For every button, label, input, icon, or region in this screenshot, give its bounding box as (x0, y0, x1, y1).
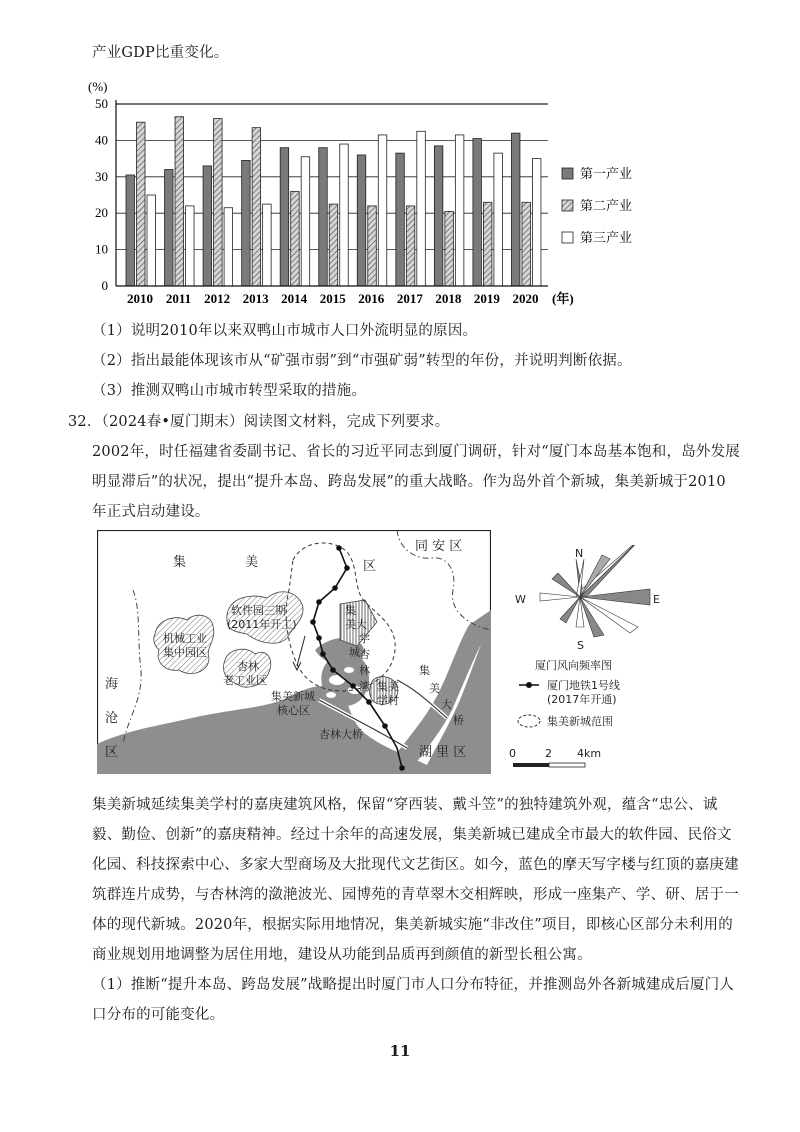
q32-sub1-line2: 口分布的可能变化。 (92, 1007, 225, 1023)
x-tick-label: 2011 (165, 291, 192, 306)
bar-2015-1 (319, 148, 328, 286)
label-wan-2: 林 (359, 664, 370, 677)
label-ji: 集 (173, 555, 187, 570)
bar-2020-3 (532, 159, 541, 286)
label-xuecun-2: 学村 (377, 694, 399, 707)
label-uni-2: 美大 (345, 618, 367, 631)
bar-2020-2 (522, 202, 531, 286)
bar-2013-3 (263, 204, 272, 286)
label-qu: 区 (363, 559, 377, 574)
scale-2: 2 (545, 747, 552, 760)
q32-para2-line3: 化园、科技探索中心、多家大型商场及大批现代文艺街区。如今，蓝色的摩天写字楼与红顶的嘉庚建 (92, 857, 739, 873)
y-tick-label: 50 (95, 96, 108, 111)
bar-2018-2 (445, 211, 454, 286)
q32-para2-line4: 筑群连片成势，与杏林湾的潋滟波光、园博苑的青草翠木交相辉映，形成一座集产、学、研、居于一 (92, 887, 739, 903)
x-tick-label: 2015 (319, 291, 346, 306)
label-software-year: (2011年开工) (227, 618, 297, 631)
label-bridge-jm-1: 集 (419, 664, 430, 677)
bar-2014-1 (280, 148, 289, 286)
range-label: 集美新城范围 (547, 715, 613, 728)
label-jixie-2: 集中园区 (163, 646, 207, 659)
label-tongan: 同 安 区 (415, 539, 463, 554)
label-haicang-3: 区 (105, 745, 119, 760)
x-tick-label: 2013 (242, 291, 269, 306)
question-31-3: （3）推测双鸭山市城市转型采取的措施。 (92, 383, 367, 399)
bar-2010-3 (147, 195, 156, 286)
legend-swatch-2 (562, 200, 573, 211)
bar-2012-3 (224, 208, 233, 286)
bar-2016-1 (357, 155, 366, 286)
bar-2014-3 (301, 157, 310, 286)
wind-title: 厦门风向频率图 (535, 659, 612, 672)
gdp-bar-chart (70, 76, 710, 316)
wind-rose (540, 545, 650, 637)
bar-2019-3 (494, 153, 503, 286)
q32-para2-line5: 体的现代新城。2020年，根据实际用地情况，集美新城实施“非改住”项目，即核心区部分未利用的 (92, 917, 733, 933)
label-xuecun-1: 集美 (377, 680, 399, 693)
bar-2012-1 (203, 166, 212, 286)
label-wan-3: 湾 (359, 680, 370, 693)
bar-2014-2 (291, 191, 300, 286)
q32-para2-line2: 毅、勤俭、创新”的嘉庚精神。经过十余年的高速发展，集美新城已建成全市最大的软件园、民俗文 (92, 827, 732, 843)
y-tick-label: 20 (95, 205, 108, 221)
q32-sub1-line1: （1）推断“提升本岛、跨岛发展”战略提出时厦门市人口分布特征，并推测岛外各新城建成后厦门人 (92, 977, 735, 993)
label-bridge-jm-3: 大 (441, 698, 452, 711)
bar-2017-3 (417, 131, 426, 286)
x-axis-suffix: (年) (552, 291, 574, 306)
label-wan-1: 杏 (359, 648, 370, 661)
bar-2019-2 (483, 202, 492, 286)
x-tick-label: 2020 (512, 291, 539, 306)
label-mei: 美 (245, 555, 259, 570)
intro-line: 产业GDP比重变化。 (92, 45, 229, 61)
page-number: 11 (389, 1042, 411, 1060)
x-tick-label: 2010 (127, 291, 153, 306)
metro-label: 厦门地铁1号线 (547, 679, 620, 692)
label-uni-3: 学 (359, 632, 370, 645)
bar-2011-3 (186, 206, 195, 286)
bar-2016-2 (368, 206, 377, 286)
question-31-1: （1）说明2010年以来双鸭山市城市人口外流明显的原因。 (92, 323, 478, 339)
bar-2017-2 (406, 206, 415, 286)
q32-para1-line1: 2002年，时任福建省委副书记、省长的习近平同志到厦门调研，针对“厦门本岛基本饱和，岛外发展 (92, 444, 741, 460)
legend-label-1: 第一产业 (580, 166, 633, 181)
bar-2019-1 (473, 139, 482, 286)
question-31-2: （2）指出最能体现该市从“矿强市弱”到“市强矿弱”转型的年份，并说明判断依据。 (92, 353, 632, 369)
x-tick-label: 2016 (358, 291, 385, 306)
label-xinglin-ind-2: 老工业区 (223, 674, 267, 687)
y-tick-label: 0 (101, 278, 108, 293)
bar-2016-3 (378, 135, 387, 286)
bar-2015-3 (340, 144, 349, 286)
compass-e: E (653, 593, 660, 606)
x-tick-label: 2012 (204, 291, 231, 306)
bar-2011-1 (165, 170, 174, 286)
label-bridge-xl: 杏林大桥 (319, 728, 363, 741)
wind-rose-and-legend (505, 545, 685, 775)
label-haicang-1: 海 (105, 677, 119, 692)
label-core-1: 集美新城 (271, 690, 315, 703)
label-jixie-1: 机械工业 (163, 632, 207, 645)
bar-2010-2 (137, 122, 146, 286)
bar-2013-1 (242, 160, 251, 286)
y-tick-label: 30 (95, 168, 108, 184)
q32-para2-line6: 商业规划用地调整为居住用地，建设从功能到品质再到颜值的新型长租公寓。 (92, 947, 592, 963)
bar-2012-2 (214, 119, 223, 286)
compass-w: W (515, 593, 526, 606)
label-uni-1: 集 (345, 604, 356, 617)
bar-2018-3 (455, 135, 464, 286)
label-xinglin-ind-1: 杏林 (237, 660, 259, 673)
bar-2017-1 (396, 153, 405, 286)
x-tick-label: 2018 (435, 291, 462, 306)
legend-label-2: 第二产业 (580, 198, 633, 213)
metro-year: (2017年开通) (547, 693, 617, 706)
label-uni-4: 城 (349, 646, 360, 659)
legend-label-3: 第三产业 (580, 230, 633, 245)
jimei-map (97, 530, 491, 774)
x-tick-label: 2017 (396, 291, 423, 306)
question-32-header: 32．（2024春•厦门期末）阅读图文材料，完成下列要求。 (68, 414, 450, 430)
scale-0: 0 (509, 747, 516, 760)
x-tick-label: 2014 (281, 291, 308, 306)
x-tick-label: 2019 (473, 291, 500, 306)
chart-ylabel: (%) (88, 79, 108, 94)
y-tick-label: 10 (95, 241, 108, 257)
y-tick-label: 40 (95, 132, 108, 148)
bar-2010-1 (126, 175, 135, 286)
legend-swatch-1 (562, 168, 573, 179)
compass-n: N (575, 547, 584, 560)
scale-4: 4km (577, 747, 602, 760)
label-haicang-2: 沧 (105, 711, 119, 726)
bar-2013-2 (252, 128, 260, 286)
bar-2020-1 (511, 133, 520, 286)
q32-para2-line1: 集美新城延续集美学村的嘉庚建筑风格，保留“穿西装、戴斗笠”的独特建筑外观，蕴含“忠公、诚 (92, 797, 718, 813)
bar-2011-2 (175, 117, 184, 286)
label-bridge-jm-4: 桥 (453, 714, 464, 727)
q32-para1-line3: 年正式启动建设。 (92, 504, 210, 520)
label-bridge-jm-2: 美 (429, 682, 440, 695)
label-huli: 湖 里 区 (419, 745, 467, 760)
q32-para1-line2: 明显滞后”的状况，提出“提升本岛、跨岛发展”的重大战略。作为岛外首个新城，集美新城于2010 (92, 474, 726, 490)
legend-swatch-3 (562, 232, 573, 243)
compass-s: S (577, 639, 584, 652)
bar-2018-1 (434, 146, 443, 286)
label-core-2: 核心区 (277, 704, 310, 717)
label-software: 软件园三期 (231, 604, 286, 617)
bar-2015-2 (329, 204, 338, 286)
